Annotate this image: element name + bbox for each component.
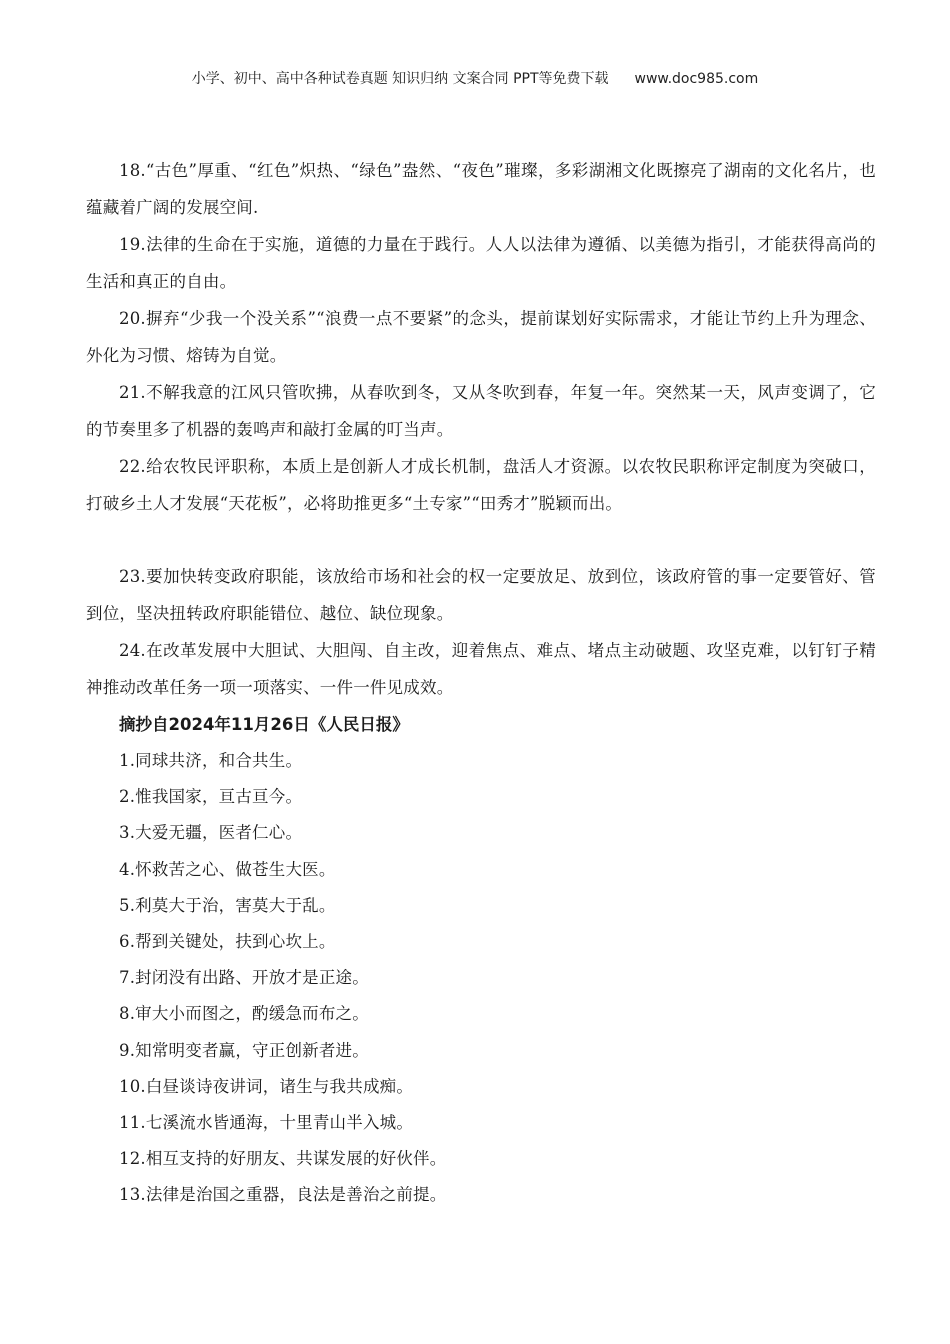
list-item: 4.怀救苦之心、做苍生大医。 [119, 859, 336, 879]
list-item: 2.惟我国家，亘古亘今。 [119, 787, 303, 807]
list-item: 8.审大小而图之，酌缓急而布之。 [119, 1004, 369, 1024]
paragraph-gap [86, 522, 876, 558]
list-item: 11.七溪流水皆通海，十里青山半入城。 [119, 1113, 414, 1133]
document-body [86, 152, 876, 1214]
header-text: 小学、初中、高中各种试卷真题 知识归纳 文案合同 PPT等免费下载 [191, 71, 609, 87]
paragraph-20: 20.摒弃“少我一个没关系”“浪费一点不要紧”的念头，提前谋划好实际需求，才能让节约上升为理念、外化为习惯、熔铸为自觉。 [86, 309, 876, 365]
list-item: 9.知常明变者赢，守正创新者进。 [119, 1040, 369, 1060]
paragraph-21: 21.不解我意的江风只管吹拂，从春吹到冬，又从冬吹到春，年复一年。突然某一天，风声变调了，它的节奏里多了机器的轰鸣声和敲打金属的叮当声。 [86, 383, 876, 439]
list-item: 3.大爱无疆，医者仁心。 [119, 823, 303, 843]
paragraph-24: 24.在改革发展中大胆试、大胆闯、自主改，迎着焦点、难点、堵点主动破题、攻坚克难，以钉钉子精神推动改革任务一项一项落实、一件一件见成效。 [86, 641, 876, 697]
page-header [0, 68, 950, 88]
list-item: 13.法律是治国之重器，良法是善治之前提。 [119, 1185, 447, 1205]
section-title: 摘抄自2024年11月26日《人民日报》 [119, 715, 409, 734]
list-item: 6.帮到关键处，扶到心坎上。 [119, 932, 336, 952]
list-item: 1.同球共济，和合共生。 [119, 751, 303, 770]
list-item: 7.封闭没有出路、开放才是正途。 [119, 968, 369, 988]
list-item: 10.白昼谈诗夜讲词，诸生与我共成痴。 [119, 1076, 414, 1096]
paragraph-18: 18.“古色”厚重、“红色”炽热、“绿色”盎然、“夜色”璀璨，多彩湖湘文化既擦亮了湖南的文化名片，也蕴藏着广阔的发展空间. [86, 161, 876, 217]
list-item: 5.利莫大于治，害莫大于乱。 [119, 895, 336, 915]
paragraph-23: 23.要加快转变政府职能，该放给市场和社会的权一定要放足、放到位，该政府管的事一定要管好、管到位，坚决扭转政府职能错位、越位、缺位现象。 [86, 567, 876, 623]
header-site-link[interactable]: www.doc985.com [634, 71, 759, 87]
list-item: 12.相互支持的好朋友、共谋发展的好伙伴。 [119, 1149, 447, 1169]
paragraph-19: 19.法律的生命在于实施，道德的力量在于践行。人人以法律为遵循、以美德为指引，才能获得高尚的生活和真正的自由。 [86, 235, 876, 291]
paragraph-22: 22.给农牧民评职称，本质上是创新人才成长机制，盘活人才资源。以农牧民职称评定制度为突破口，打破乡土人才发展“天花板”，必将助推更多“土专家”“田秀才”脱颖而出。 [86, 457, 876, 513]
